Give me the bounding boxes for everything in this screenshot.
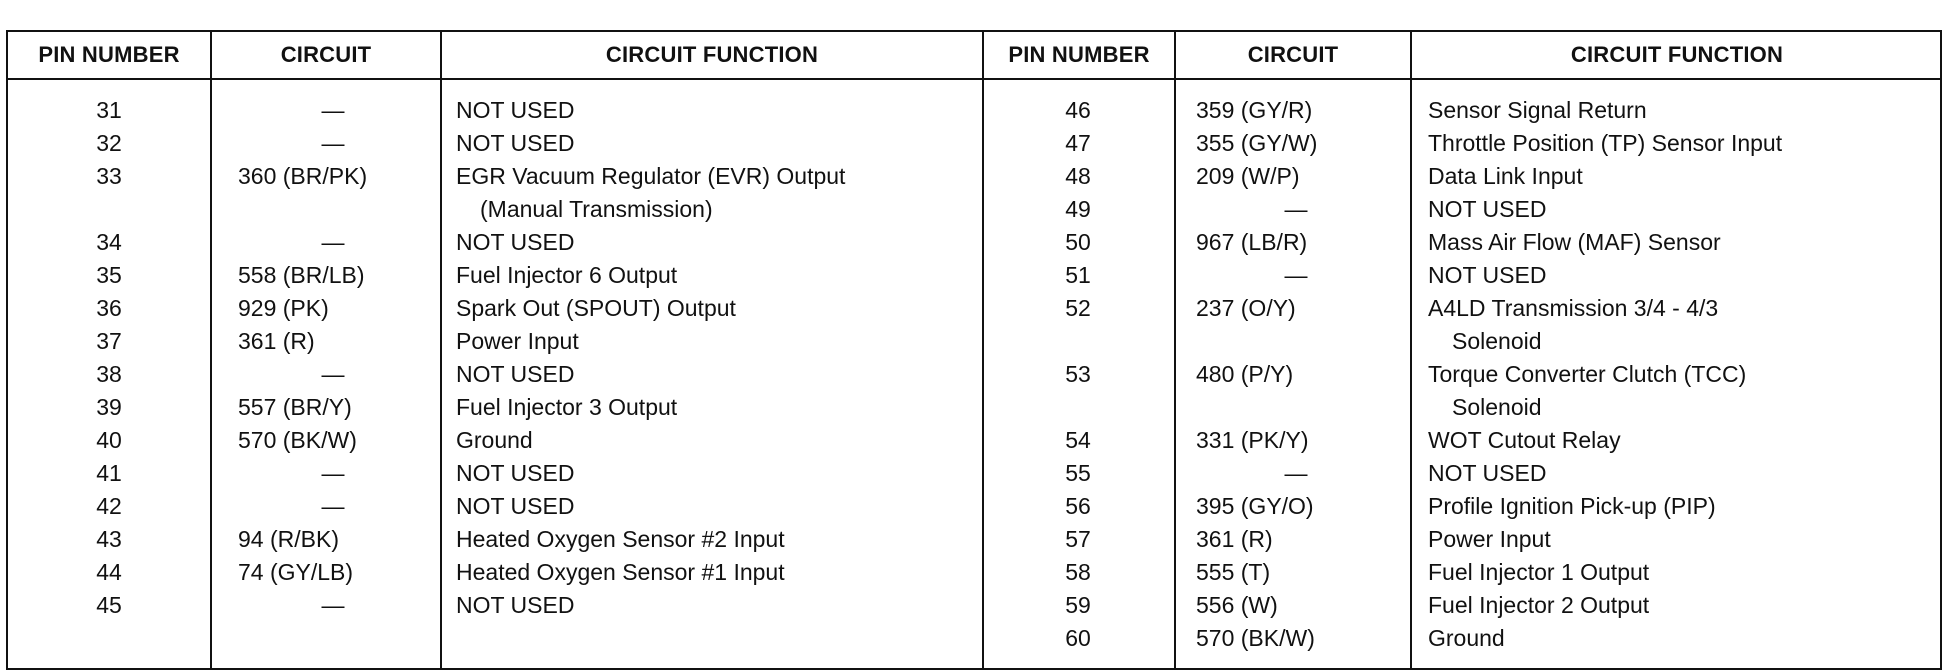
circuit-function-cell: Torque Converter Clutch (TCC) [1428,361,1747,387]
header-circuit-left: CIRCUIT [280,42,372,67]
circuit-cell: — [1284,262,1308,288]
circuit-function-cell: NOT USED [1428,460,1547,486]
circuit-function-cell: Solenoid [1452,328,1542,354]
pin-number-cell: 60 [1065,625,1091,651]
circuit-cell: 570 (BK/W) [238,427,357,453]
pin-number-cell: 54 [1065,427,1091,453]
pin-number-cell: 50 [1065,229,1091,255]
circuit-cell: — [321,130,345,156]
circuit-function-cell: NOT USED [456,130,575,156]
circuit-cell: 361 (R) [1196,526,1273,552]
pin-number-cell: 44 [96,559,122,585]
circuit-cell: 967 (LB/R) [1196,229,1308,255]
circuit-cell: 570 (BK/W) [1196,625,1315,651]
pin-number-cell: 37 [96,328,122,354]
circuit-function-cell: Ground [456,427,533,453]
pin-number-cell: 48 [1065,163,1091,189]
pin-number-cell: 39 [96,394,122,420]
pin-number-cell: 55 [1065,460,1091,486]
circuit-function-cell: Spark Out (SPOUT) Output [456,295,736,321]
circuit-cell: — [1284,460,1308,486]
header-circuit-right: CIRCUIT [1247,42,1339,67]
circuit-cell: 74 (GY/LB) [238,559,354,585]
circuit-function-cell: A4LD Transmission 3/4 - 4/3 [1428,295,1719,321]
header-pin-number-right: PIN NUMBER [1008,42,1150,67]
pin-number-cell: 57 [1065,526,1091,552]
circuit-function-cell: Fuel Injector 3 Output [456,394,678,420]
pin-number-cell: 58 [1065,559,1091,585]
circuit-function-cell: WOT Cutout Relay [1428,427,1621,453]
circuit-cell [1196,391,1396,424]
circuit-cell: — [321,460,345,486]
circuit-function-cell: NOT USED [1428,262,1547,288]
pin-number-cell: 42 [96,493,122,519]
pin-number-cell: 43 [96,526,122,552]
circuit-function-cell: Ground [1428,625,1505,651]
circuit-function-cell: Data Link Input [1428,163,1583,189]
circuit-function-cell: EGR Vacuum Regulator (EVR) Output [456,163,846,189]
right-function-column [1428,94,1938,655]
circuit-function-cell: NOT USED [456,229,575,255]
table-header-row [8,32,1940,80]
circuit-cell: 558 (BR/LB) [238,262,365,288]
circuit-cell: — [321,229,345,255]
circuit-cell: — [321,361,345,387]
circuit-cell: 556 (W) [1196,592,1278,618]
circuit-function-cell: Sensor Signal Return [1428,97,1647,123]
circuit-function-cell: NOT USED [456,592,575,618]
pin-number-cell: 47 [1065,130,1091,156]
circuit-function-cell: NOT USED [456,97,575,123]
circuit-function-cell: Power Input [456,328,579,354]
circuit-function-cell: Mass Air Flow (MAF) Sensor [1428,229,1721,255]
circuit-cell: 360 (BR/PK) [238,163,368,189]
circuit-cell: 355 (GY/W) [1196,130,1318,156]
pin-number-cell: 38 [96,361,122,387]
circuit-function-cell: NOT USED [1428,196,1547,222]
circuit-cell: 480 (P/Y) [1196,361,1294,387]
circuit-cell: 557 (BR/Y) [238,394,352,420]
circuit-cell: 237 (O/Y) [1196,295,1296,321]
circuit-function-cell: Throttle Position (TP) Sensor Input [1428,130,1783,156]
circuit-function-cell: Fuel Injector 1 Output [1428,559,1650,585]
circuit-cell: — [321,592,345,618]
circuit-function-cell: (Manual Transmission) [480,196,713,222]
circuit-function-cell: Fuel Injector 6 Output [456,262,678,288]
circuit-cell: — [321,493,345,519]
circuit-cell: — [1284,196,1308,222]
header-pin-number-left: PIN NUMBER [38,42,180,67]
pin-number-cell: 52 [1065,295,1091,321]
circuit-function-cell: Heated Oxygen Sensor #2 Input [456,526,785,552]
left-circuit-column [238,94,428,622]
header-circuit-function-left: CIRCUIT FUNCTION [605,42,819,67]
circuit-cell [1196,325,1396,358]
pin-number-cell: 36 [96,295,122,321]
pin-number-cell: 49 [1065,196,1091,222]
circuit-cell: 209 (W/P) [1196,163,1300,189]
pin-number-cell: 45 [96,592,122,618]
pin-number-cell [28,193,190,226]
circuit-cell: 331 (PK/Y) [1196,427,1309,453]
pin-number-cell: 34 [96,229,122,255]
pin-number-cell [998,391,1158,424]
circuit-function-cell: Solenoid [1452,394,1542,420]
circuit-function-cell: Fuel Injector 2 Output [1428,592,1650,618]
pin-number-cell: 41 [96,460,122,486]
left-pin-column [28,94,190,622]
pin-number-cell: 35 [96,262,122,288]
pin-number-cell: 46 [1065,97,1091,123]
circuit-function-cell: NOT USED [456,460,575,486]
pin-number-cell: 31 [96,97,122,123]
circuit-function-cell: Power Input [1428,526,1551,552]
circuit-function-cell: Heated Oxygen Sensor #1 Input [456,559,785,585]
pin-number-cell: 32 [96,130,122,156]
table-body [8,80,1940,670]
pin-number-cell: 33 [96,163,122,189]
pin-number-cell: 51 [1065,262,1091,288]
pin-number-cell: 59 [1065,592,1091,618]
pin-table [6,30,1942,670]
circuit-cell: 395 (GY/O) [1196,493,1314,519]
pin-number-cell: 40 [96,427,122,453]
right-pin-column [998,94,1158,655]
circuit-cell: 359 (GY/R) [1196,97,1313,123]
circuit-cell: 361 (R) [238,328,315,354]
circuit-cell: 94 (R/BK) [238,526,339,552]
pin-number-cell [998,325,1158,358]
circuit-cell: 555 (T) [1196,559,1271,585]
circuit-function-cell: NOT USED [456,361,575,387]
circuit-function-cell: Profile Ignition Pick-up (PIP) [1428,493,1716,519]
header-circuit-function-right: CIRCUIT FUNCTION [1570,42,1784,67]
circuit-cell [238,193,428,226]
left-function-column [456,94,976,622]
right-circuit-column [1196,94,1396,655]
circuit-cell: — [321,97,345,123]
circuit-function-cell: NOT USED [456,493,575,519]
pin-number-cell: 56 [1065,493,1091,519]
circuit-cell: 929 (PK) [238,295,329,321]
pin-number-cell: 53 [1065,361,1091,387]
